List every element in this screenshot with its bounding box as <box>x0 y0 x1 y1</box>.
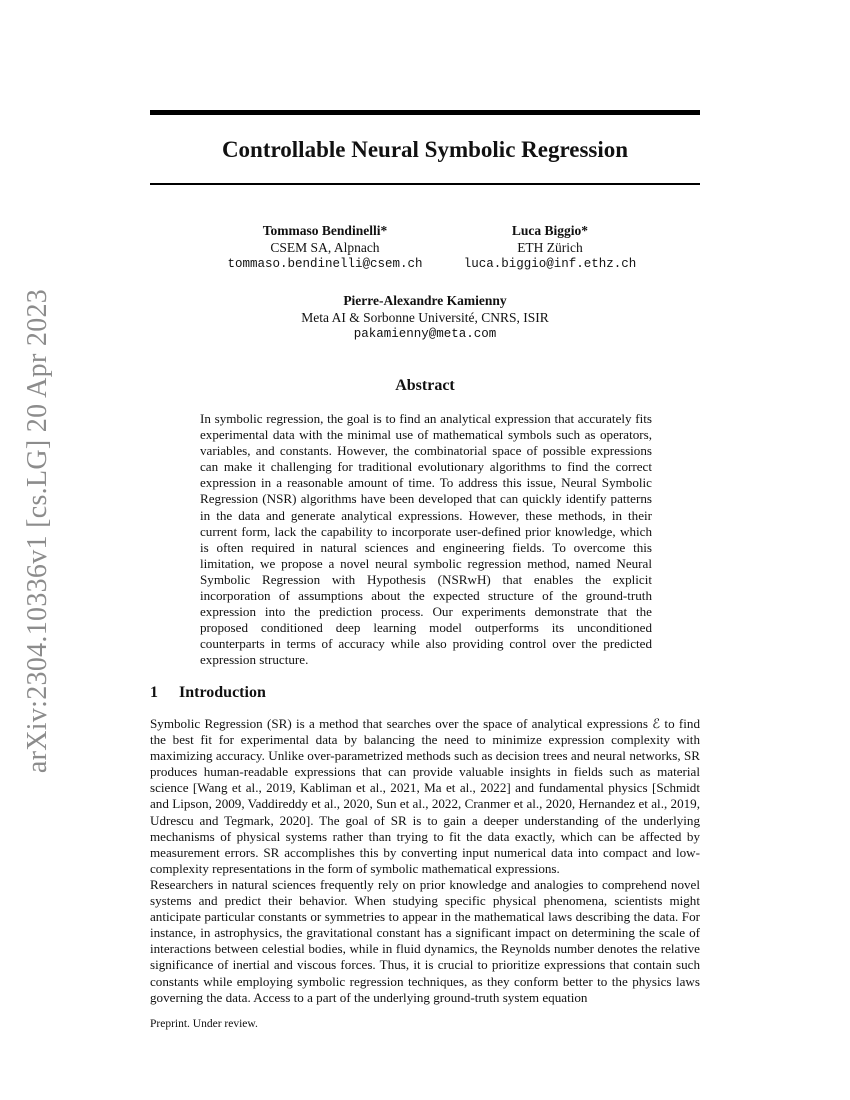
introduction-body <box>150 716 700 1006</box>
author-affiliation: Meta AI & Sorbonne Université, CNRS, ISIR <box>301 310 549 325</box>
section-heading <box>150 683 266 703</box>
author-affiliation: CSEM SA, Alpnach <box>270 240 380 255</box>
title-top-rule <box>150 110 700 115</box>
abstract-text: In symbolic regression, the goal is to find an analytical expression that accurately fits experimental data with the minimal use of mathematical symbols such as operators, variables, and constants. However, the combinatorial space of possible expressions can make it challenging for traditional evolutionary algorithms to find the correct expression in a reasonable amount of time. To address this issue, Neural Symbolic Regression (NSR) algorithms have been developed that can quickly identify patterns in the data and generate analytical expressions. However, these methods, in their current form, lack the capability to incorporate user-defined prior knowledge, which is often required in natural sciences and engineering fields. To overcome this limitation, we propose a novel neural symbolic regression method, named Neural Symbolic Regression with Hypothesis (NSRwH) that enables the explicit incorporation of assumptions about the expected structure of the ground-truth expression into the prediction process. Our experiments demonstrate that the proposed conditioned deep learning model outperforms its unconditioned counterparts in terms of accuracy while also providing control over the predicted expression structure. <box>200 411 652 668</box>
abstract-heading: Abstract <box>395 377 455 394</box>
author-email: tommaso.bendinelli@csem.ch <box>227 257 423 271</box>
section-number: 1 <box>150 684 158 701</box>
arxiv-identifier-text: arXiv:2304.10336v1 [cs.LG] 20 Apr 2023 <box>22 288 53 774</box>
author-block <box>200 292 650 343</box>
author-email: luca.biggio@inf.ethz.ch <box>463 257 637 271</box>
author-email: pakamienny@meta.com <box>353 327 497 341</box>
author-affiliation: ETH Zürich <box>517 240 583 255</box>
author-block <box>415 222 685 273</box>
section-title: Introduction <box>179 684 266 701</box>
title-bottom-rule <box>150 183 700 185</box>
paragraph: Researchers in natural sciences frequently rely on prior knowledge and analogies to comprehend novel systems and predict their behavior. When studying specific physical phenomena, scientists might anticipate particular constants or symmetries to appear in the mathematical laws describing the data. For instance, in astrophysics, the gravitational constant has a significant impact on determining the scale of interactions between celestial bodies, while in fluid dynamics, the Reynolds number denotes the relative significance of inertial and viscous forces. Thus, it is crucial to prioritize expressions that contain such constants while employing symbolic regression techniques, as they conform better to the physics laws governing the data. Access to a part of the underlying ground-truth system equation <box>150 876 700 1005</box>
author-name: Pierre-Alexandre Kamienny <box>343 293 507 308</box>
author-name: Tommaso Bendinelli* <box>262 223 388 238</box>
author-name: Luca Biggio* <box>511 223 589 238</box>
preprint-footer: Preprint. Under review. <box>150 1018 258 1030</box>
paper-title: Controllable Neural Symbolic Regression <box>221 137 629 162</box>
paragraph: Symbolic Regression (SR) is a method that searches over the space of analytical expressions ℰ to find the best fit for experimental data by balancing the need to minimize expression complexity with maximizing accuracy. Unlike over-parametrized methods such as decision trees and neural networks, SR produces human-readable expressions that can provide valuable insights in fields such as material science [Wang et al., 2019, Kabliman et al., 2021, Ma et al., 2022] and fundamental physics [Schmidt and Lipson, 2009, Vaddireddy et al., 2020, Sun et al., 2022, Cranmer et al., 2020, Hernandez et al., 2019, Udrescu and Tegmark, 2020]. The goal of SR is to gain a deeper understanding of the underlying mechanisms of physical systems rather than trying to fit the data exactly, which can be affected by measurement errors. SR accomplishes this by converting input numerical data into compact and low-complexity representations in the form of symbolic mathematical expressions. <box>150 716 700 876</box>
